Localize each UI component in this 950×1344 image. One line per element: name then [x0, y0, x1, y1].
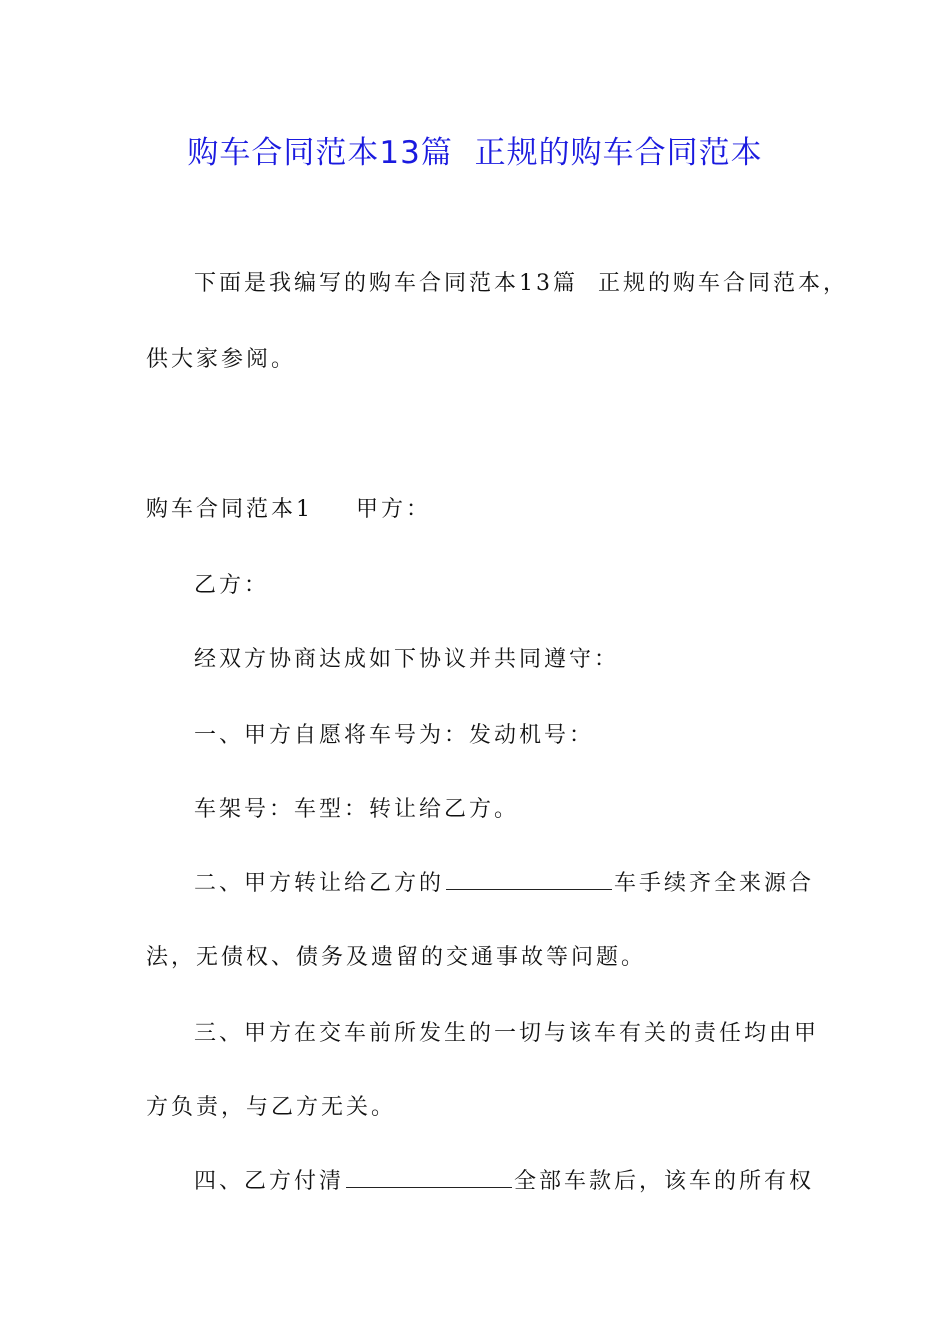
contract-heading: 购车合同范本1	[146, 497, 313, 522]
clause-2-prefix: 二、甲方转让给乙方的	[194, 871, 445, 896]
clause-2-line-1	[194, 864, 814, 904]
fill-in-blank	[346, 1165, 512, 1188]
clause-1-line-2: 车架号：车型：转让给乙方。	[194, 797, 520, 822]
clause-4-suffix: 全部车款后，该车的所有权	[514, 1169, 815, 1194]
clause-2-suffix: 车手续齐全来源合	[614, 871, 815, 896]
document-title: 购车合同范本13篇 正规的购车合同范本	[187, 135, 763, 171]
clause-4-prefix: 四、乙方付清	[194, 1169, 345, 1194]
intro-line-1: 下面是我编写的购车合同范本13篇 正规的购车合同范本，	[194, 271, 848, 296]
clause-2-line-2: 法，无债权、债务及遗留的交通事故等问题。	[146, 945, 647, 970]
clause-3-line-1: 三、甲方在交车前所发生的一切与该车有关的责任均由甲	[194, 1021, 820, 1046]
clause-4-line-1	[194, 1162, 814, 1202]
party-b-label: 乙方：	[194, 573, 270, 598]
intro-line-2: 供大家参阅。	[146, 347, 297, 372]
fill-in-blank	[446, 867, 612, 890]
clause-1-line-1: 一、甲方自愿将车号为：发动机号：	[194, 723, 595, 748]
party-a-label: 甲方：	[356, 497, 432, 522]
agreement-statement: 经双方协商达成如下协议并共同遵守：	[194, 647, 620, 672]
clause-3-line-2: 方负责，与乙方无关。	[146, 1095, 397, 1120]
